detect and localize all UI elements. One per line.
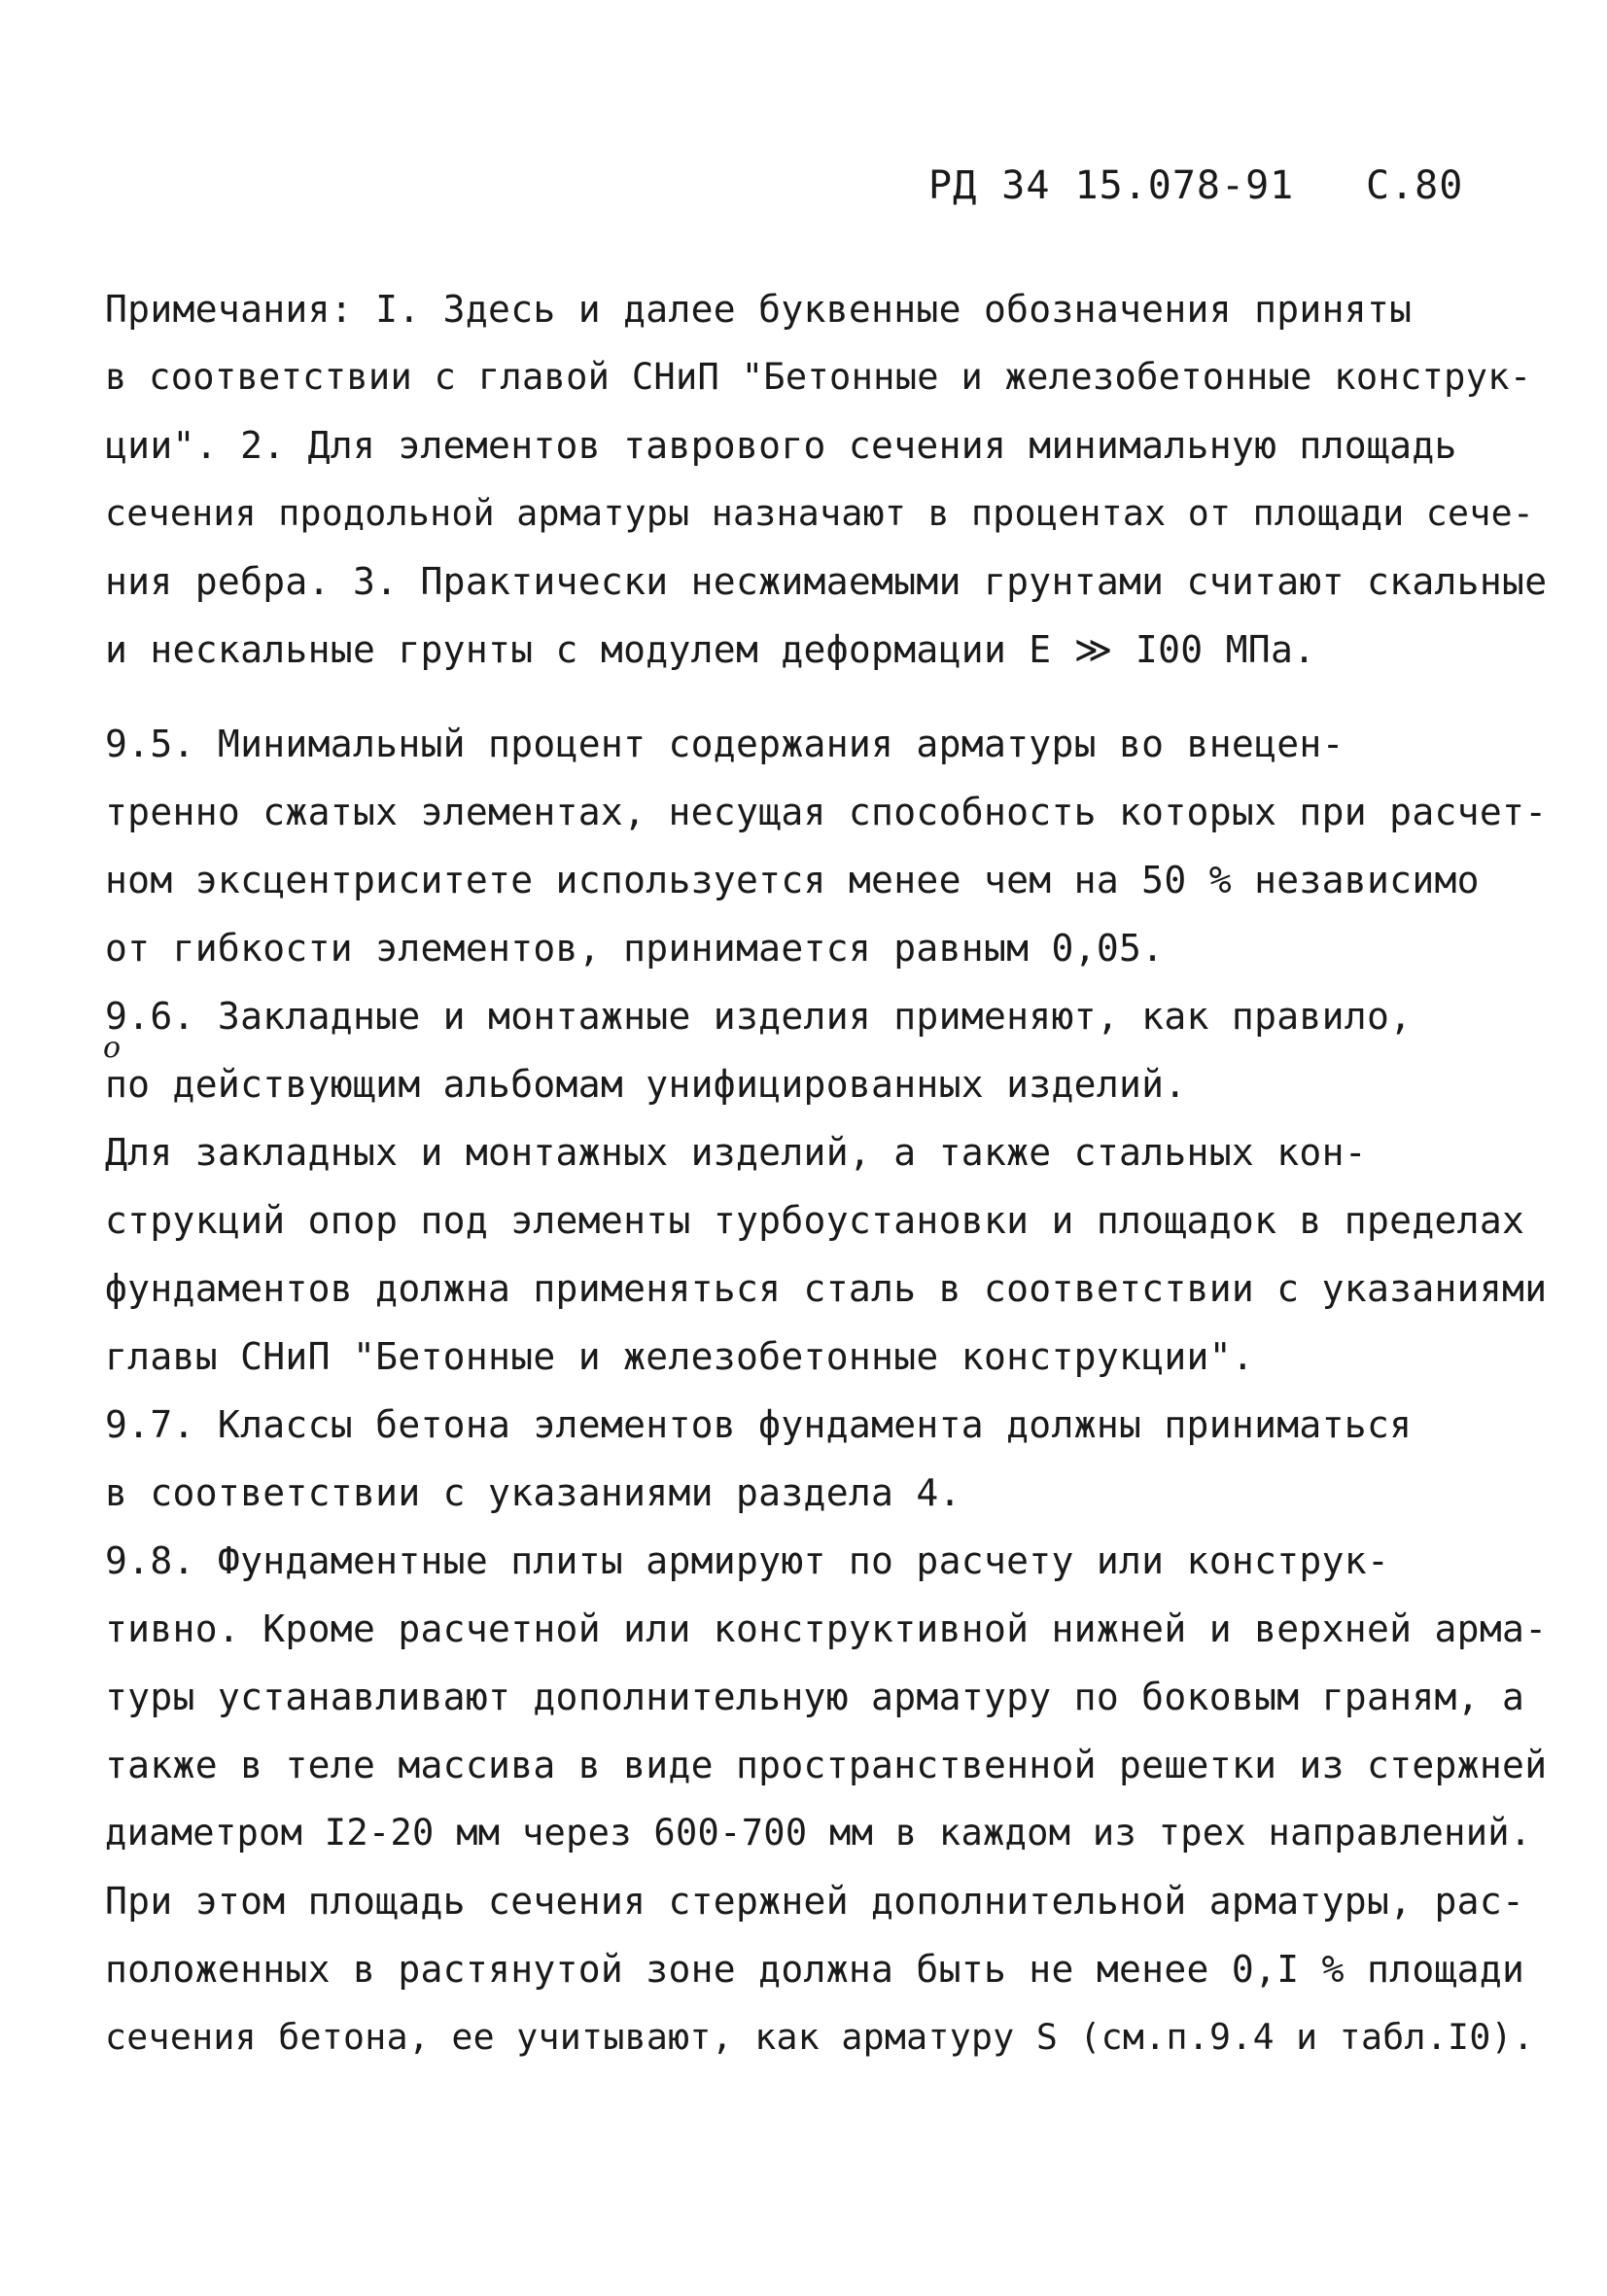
- text-line: положенных в растянутой зоне должна быть не менее 0,I % площади: [105, 1948, 1525, 1991]
- text-line: также в теле массива в виде пространственной решетки из стержней: [105, 1744, 1548, 1786]
- text-line: Примечания: I. Здесь и далее буквенные обозначения приняты: [105, 288, 1413, 331]
- text-line: главы СНиП "Бетонные и железобетонные конструкции".: [105, 1335, 1255, 1378]
- document-code: РД 34 15.078-91: [928, 163, 1295, 208]
- text-line: ном эксцентриситете используется менее чем на 50 % независимо: [105, 859, 1480, 901]
- text-line: в соответствии с указаниями раздела 4.: [105, 1471, 961, 1514]
- text-line: по действующим альбомам унифицированных изделий.: [105, 1063, 1187, 1106]
- text-line: сечения бетона, ее учитывают, как арматуру S (см.п.9.4 и табл.I0).: [105, 2016, 1535, 2058]
- text-line: 9.8. Фундаментные плиты армируют по расчету или конструк-: [105, 1539, 1390, 1582]
- margin-mark: о: [103, 1031, 122, 1065]
- text-line: 9.7. Классы бетона элементов фундамента должны приниматься: [105, 1403, 1413, 1446]
- text-line: сечения продольной арматуры назначают в процентах от площади сече-: [105, 492, 1535, 534]
- text-line: от гибкости элементов, принимается равным 0,05.: [105, 927, 1165, 970]
- text-line: ции". 2. Для элементов таврового сечения минимальную площадь: [105, 424, 1457, 467]
- text-line: струкций опор под элементы турбоустановки и площадок в пределах: [105, 1199, 1525, 1242]
- text-line: фундаментов должна применяться сталь в соответствии с указаниями: [105, 1267, 1548, 1310]
- text-line: тивно. Кроме расчетной или конструктивной нижней и верхней арма-: [105, 1607, 1548, 1650]
- text-line: и нескальные грунты с модулем деформации E ≫ I00 МПа.: [105, 628, 1316, 671]
- page-number: С.80: [1366, 163, 1464, 208]
- text-line: ния ребра. 3. Практически несжимаемыми грунтами считают скальные: [105, 560, 1548, 603]
- text-line: 9.6. Закладные и монтажные изделия применяют, как правило,: [105, 995, 1413, 1038]
- text-line: в соответствии с главой СНиП "Бетонные и железобетонные конструк-: [105, 356, 1532, 398]
- text-line: туры устанавливают дополнительную арматуру по боковым граням, а: [105, 1676, 1525, 1718]
- text-line: 9.5. Минимальный процент содержания арматуры во внецен-: [105, 723, 1345, 765]
- text-line: Для закладных и монтажных изделий, а также стальных кон-: [105, 1131, 1367, 1174]
- text-line: диаметром I2-20 мм через 600-700 мм в каждом из трех направлений.: [105, 1812, 1532, 1854]
- text-line: тренно сжатых элементах, несущая способность которых при расчет-: [105, 791, 1548, 833]
- text-line: При этом площадь сечения стержней дополнительной арматуры, рас-: [105, 1880, 1525, 1923]
